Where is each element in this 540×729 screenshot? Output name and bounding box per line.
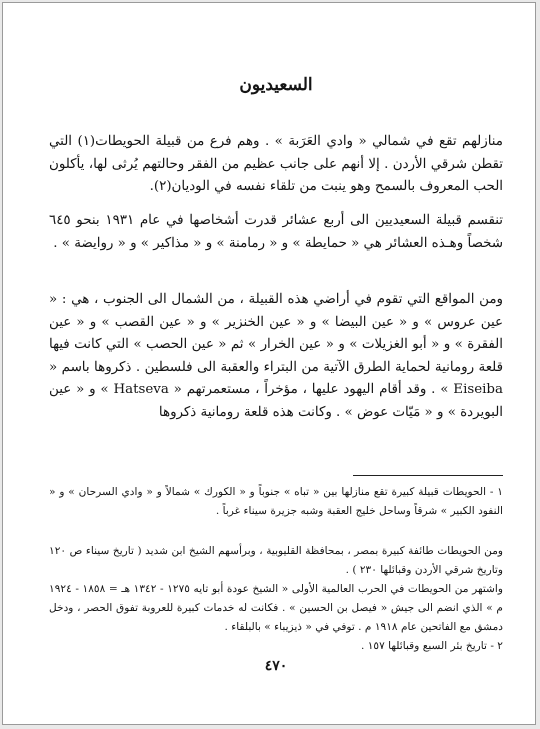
footnote: ١ - الحويطات قبيلة كبيرة تقع منازلها بين « تباه » جنوباً و « الكورك » شمالاً و « وادي السرحان » و « النفود الكبير » شرقاً وساحل خليج العقبة وشبه جزيرة سيناء غرباً . xyxy=(49,486,503,518)
page-frame xyxy=(2,2,536,725)
body-paragraph: منازلهم تقع في شمالي « وادي العَرَبة » . وهم فرع من قبيلة الحويطات(١) التي تقطن شرقي الأردن . إلا أنهم على جانب عظيم من الفقر وحالتهم يُرثى لها، يأكلون الحب المعروف بالسمح وهو ينبت من تلقاء نفسه في الوديان(٢). xyxy=(49,134,503,194)
document-page xyxy=(49,3,503,724)
page-number: ٤٧٠ xyxy=(264,658,288,674)
footnote: ومن الحويطات طائفة كبيرة بمصر ، بمحافظة القليوبية ، وبرأسهم الشيخ ابن شديد ( تاريخ سيناء ص ١٢٠ وتاريخ شرقي الأردن وقبائلها ٢٣٠ ) . xyxy=(49,545,503,577)
body-paragraph: ومن المواقع التي تقوم في أراضي هذه القبيلة ، من الشمال الى الجنوب ، هي : « عين عروس » و « عين البيضا » و « عين الخنزير » و « عين القصب » و « عين الفقرة » و « أبو الغزيلات » و « عين الخرار » ثم « عين الحصب » التي كانت فيها قلعة رومانية لحماية الطرق الآتية من البتراء والعقبة الى فلسطين . ذكروها باسم « Eiseiba » . وقد أقام اليهود عليها ، مؤخراً ، مستعمرتهم « Hatseva » و « عين البويردة » و « مَيّات عوض » . وكانت هذه قلعة رومانية ذكروها xyxy=(49,292,503,420)
footnote: واشتهر من الحويطات في الحرب العالمية الأولى « الشيخ عودة أبو تايه ١٢٧٥ - ١٣٤٢ هـ = ١٨٥٨ - ١٩٢٤ م » الذي انضم الى جيش « فيصل بن الحسين » . فكانت له خدمات كبيرة للعروبة تفوق الحصر ، ودخل دمشق مع الفاتحين عام ١٩١٨ م . توفي في « ذيزيباء » بالبلقاء . xyxy=(49,583,503,634)
footnote-divider xyxy=(49,475,503,476)
footnote: ٢ - تاريخ بئر السبع وقبائلها ١٥٧ . xyxy=(360,640,503,652)
chapter-title: السعيديون xyxy=(239,75,313,95)
body-paragraph: تنقسم قبيلة السعيديين الى أربع عشائر قدرت أشخاصها في عام ١٩٣١ بنحو ٦٤٥ شخصاً وهـذه العشائر هي « حمايطة » و « رمامنة » و « مذاكير » و « روايضة » . xyxy=(49,213,504,251)
